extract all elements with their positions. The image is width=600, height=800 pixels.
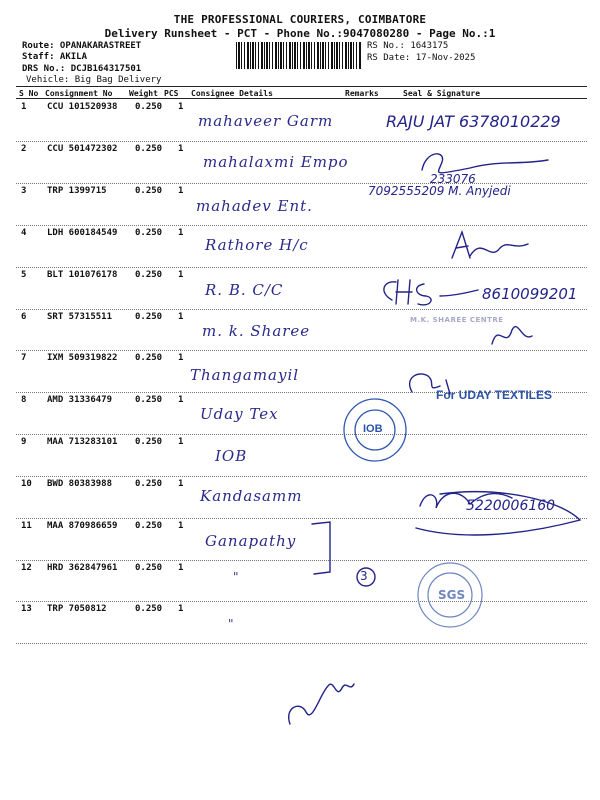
row-pcs: 1	[178, 186, 184, 196]
row-weight: 0.250	[135, 144, 163, 154]
row-consignee-handwritten: Ganapathy	[205, 532, 297, 550]
col-header-consignment: Consignment No	[45, 89, 113, 98]
row-weight: 0.250	[135, 102, 163, 112]
staff-field: Staff: AKILA	[22, 52, 88, 62]
row-sno: 2	[21, 144, 27, 154]
row-weight: 0.250	[135, 228, 163, 238]
row-signature: For UDAY TEXTILES	[436, 388, 553, 402]
row-weight: 0.250	[135, 186, 163, 196]
row-pcs: 1	[178, 395, 184, 405]
row-signature: RAJU JAT 6378010229	[386, 112, 561, 131]
row-consignment-no: MAA 870986659	[47, 521, 118, 531]
row-sno: 7	[21, 353, 27, 363]
row-consignment-no: CCU 101520938	[47, 102, 118, 112]
row-weight: 0.250	[135, 353, 163, 363]
row-sno: 11	[21, 521, 32, 531]
row-consignee-handwritten: mahadev Ent.	[196, 197, 313, 215]
row-consignee-handwritten: Kandasamm	[200, 487, 303, 505]
row-sno: 3	[21, 186, 27, 196]
remarks-mark: 3	[360, 569, 368, 583]
sgs-stamp: SGS	[438, 588, 466, 602]
row-pcs: 1	[178, 437, 184, 447]
document-subtitle: Delivery Runsheet - PCT - Phone No.:9047080280 - Page No.:1	[104, 27, 496, 40]
row-weight: 0.250	[135, 395, 163, 405]
row-sno: 12	[21, 563, 32, 573]
row-consignee-handwritten: mahaveer Garm	[198, 112, 334, 130]
rs-number-field: RS No.: 1643175	[367, 41, 449, 51]
row-weight: 0.250	[135, 479, 163, 489]
row-sno: 10	[21, 479, 32, 489]
row-consignment-no: TRP 7050812	[47, 604, 107, 614]
row-consignment-no: AMD 31336479	[47, 395, 113, 405]
row-pcs: 1	[178, 521, 184, 531]
iob-stamp: IOB	[363, 423, 383, 435]
row-pcs: 1	[178, 563, 184, 573]
row-consignee-handwritten: Thangamayil	[190, 366, 300, 384]
row-sno: 9	[21, 437, 27, 447]
col-header-seal-signature: Seal & Signature	[403, 89, 481, 98]
row-signature: 5220006160	[466, 498, 556, 514]
row-sno: 1	[21, 102, 27, 112]
route-field: Route: OPANAKARASTREET	[22, 41, 142, 51]
col-header-remarks: Remarks	[345, 89, 379, 98]
document-title: THE PROFESSIONAL COURIERS, COIMBATORE	[173, 13, 427, 26]
row-consignee-handwritten: mahalaxmi Empo	[203, 153, 349, 171]
row-signature: 233076	[430, 172, 476, 186]
row-pcs: 1	[178, 353, 184, 363]
row-sno: 4	[21, 228, 27, 238]
row-weight: 0.250	[135, 563, 163, 573]
col-header-sno: S No	[19, 89, 39, 98]
row-weight: 0.250	[135, 437, 163, 447]
col-header-pcs: PCS	[164, 89, 179, 98]
row-sno: 8	[21, 395, 27, 405]
row-consignee-handwritten: m. k. Sharee	[202, 322, 311, 340]
row-consignment-no: CCU 501472302	[47, 144, 118, 154]
row-consignment-no: TRP 1399715	[47, 186, 107, 196]
row-consignment-no: LDH 600184549	[47, 228, 118, 238]
drs-number-field: DRS No.: DCJB164317501	[22, 64, 142, 74]
row-consignment-no: HRD 362847961	[47, 563, 118, 573]
row-consignee-handwritten: "	[233, 570, 240, 584]
row-consignee-handwritten: "	[228, 617, 235, 631]
row-consignee-handwritten: Rathore H/c	[205, 236, 309, 254]
row-consignment-no: BLT 101076178	[47, 270, 118, 280]
rs-date-field: RS Date: 17-Nov-2025	[367, 53, 476, 63]
col-header-consignee: Consignee Details	[191, 89, 273, 98]
row-sno: 13	[21, 604, 32, 614]
row-pcs: 1	[178, 270, 184, 280]
row-consignee-handwritten: R. B. C/C	[205, 281, 284, 299]
row-weight: 0.250	[135, 312, 163, 322]
vehicle-field: Vehicle: Big Bag Delivery	[26, 75, 162, 85]
row-pcs: 1	[178, 228, 184, 238]
row-pcs: 1	[178, 312, 184, 322]
row-weight: 0.250	[135, 270, 163, 280]
col-header-weight: Weight	[129, 89, 158, 98]
row-sno: 5	[21, 270, 27, 280]
row-signature: 7092555209 M. Anyjedi	[368, 184, 511, 198]
row-signature: 8610099201	[482, 285, 578, 303]
row-consignment-no: SRT 57315511	[47, 312, 113, 322]
row-consignee-handwritten: Uday Tex	[200, 405, 279, 423]
row-pcs: 1	[178, 144, 184, 154]
row-pcs: 1	[178, 479, 184, 489]
row-sno: 6	[21, 312, 27, 322]
row-pcs: 1	[178, 102, 184, 112]
row-weight: 0.250	[135, 604, 163, 614]
row-weight: 0.250	[135, 521, 163, 531]
row-consignment-no: MAA 713283101	[47, 437, 118, 447]
row-consignee-handwritten: IOB	[215, 447, 248, 465]
row-consignment-no: BWD 80383988	[47, 479, 113, 489]
row-signature: M.K. SHAREE CENTRE	[410, 316, 504, 324]
row-consignment-no: IXM 509319822	[47, 353, 118, 363]
row-pcs: 1	[178, 604, 184, 614]
